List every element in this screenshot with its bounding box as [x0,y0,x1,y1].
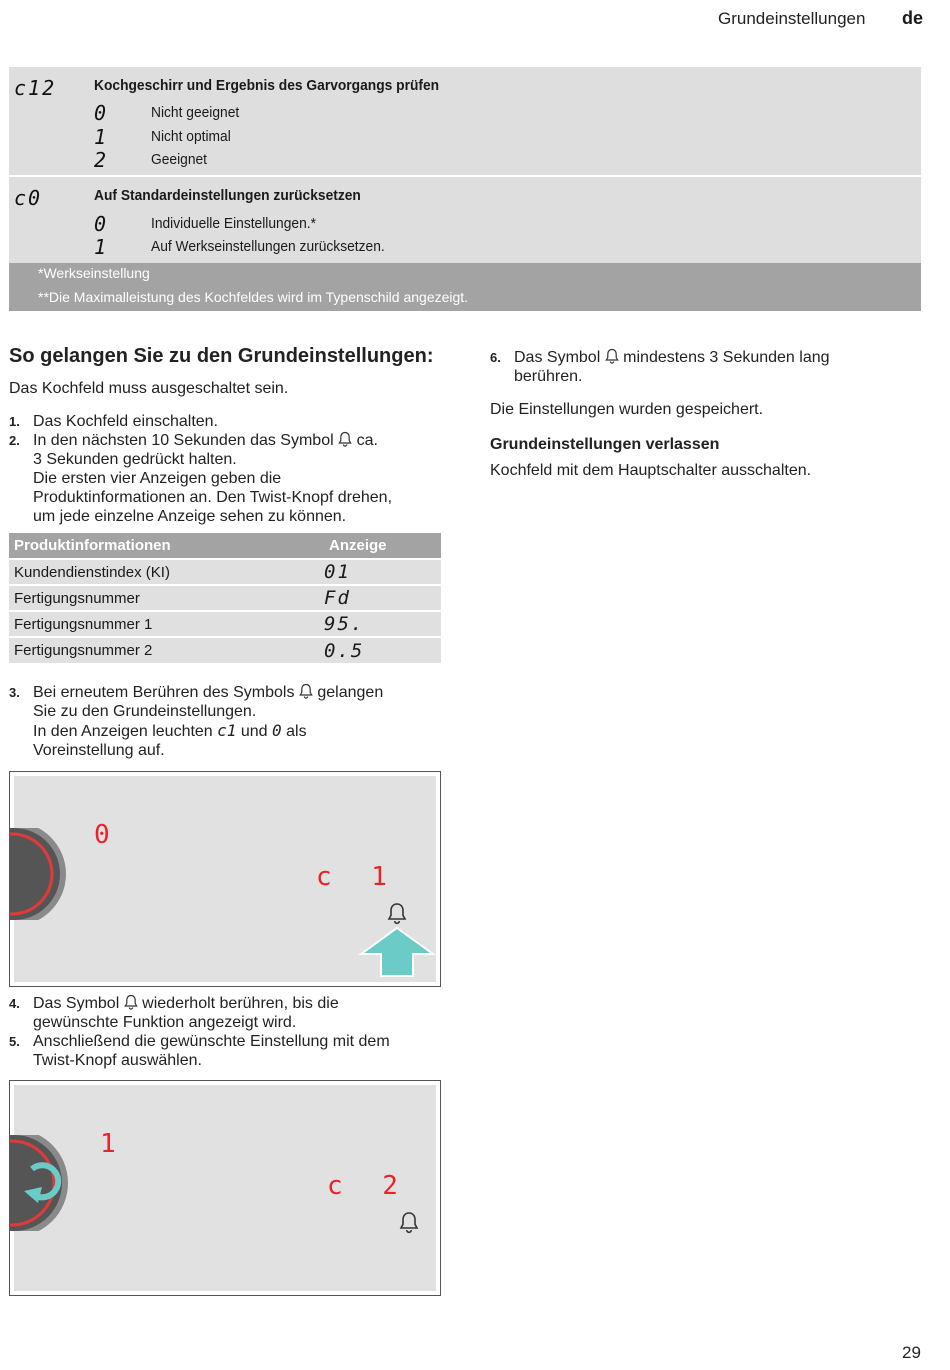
table-row [9,585,441,611]
cooktop-illustration-2 [9,1080,441,1296]
text: gewünschte Funktion angezeigt wird. [33,1014,297,1031]
text: wiederholt berühren, bis die [142,995,339,1012]
text: Anschließend die gewünschte Einstellung mit dem [33,1033,390,1050]
bell-icon [299,683,313,699]
exit-text: Kochfeld mit dem Hauptschalter ausschalten. [490,462,812,479]
step-1: Das Kochfeld einschalten. [33,413,218,430]
setting-display: c 2 [327,1171,410,1201]
cell: Kundendienstindex (KI) [9,559,324,585]
table-row [9,611,441,637]
header-language: de [902,8,924,28]
intro-text: Das Kochfeld muss ausgeschaltet sein. [9,380,289,397]
arrow-up-icon [357,926,437,978]
cell-display: 01 [324,559,441,585]
option-value: 1 [94,125,109,149]
table-row [9,637,441,663]
bell-icon [124,994,138,1010]
text: Das Symbol [33,995,120,1012]
setting-title: Auf Standardeinstellungen zurücksetzen [94,187,361,204]
step-4 [33,994,339,1032]
cell-display: 0.5 [324,637,441,663]
cell-display: Fd [324,585,441,611]
text: Voreinstellung auf. [33,742,165,759]
footnotes [9,263,921,311]
cell: Fertigungsnummer 1 [9,611,324,637]
text: gelangen [317,684,384,701]
header-title: Grundeinstellungen [718,9,866,28]
cell: Fertigungsnummer 2 [9,637,324,663]
text: Bei erneutem Berühren des Symbols [33,684,295,701]
step-6 [514,348,830,386]
step-number: 4. [9,996,20,1011]
page-number: 29 [902,1343,921,1362]
left-digit-display: 1 [100,1129,128,1159]
text: ca. [356,432,378,449]
left-digit-display: 0 [94,820,122,850]
text: und [240,723,268,740]
step-number: 1. [9,414,20,429]
step-number: 3. [9,685,20,700]
text: Produktinformationen an. Den Twist-Knopf drehen, [33,489,393,506]
text: mindestens 3 Sekunden lang [623,349,830,366]
setting-display: c 1 [316,862,399,892]
cell-display: 95. [324,611,441,637]
settings-table [9,67,921,311]
table-header-row [9,533,441,559]
bell-icon[interactable] [387,902,407,926]
footnote: **Die Maximalleistung des Kochfeldes wird im Typenschild angezeigt. [38,289,469,305]
text: berühren. [514,368,583,385]
setting-code: c0 [14,186,43,210]
setting-code: c12 [14,76,57,100]
option-value: 0 [94,212,109,236]
option-value: 1 [94,235,109,259]
bell-icon[interactable] [399,1211,419,1235]
option-text: Nicht geeignet [151,104,240,121]
column-header: Anzeige [324,533,441,559]
text: 3 Sekunden gedrückt halten. [33,451,237,468]
table-row [9,559,441,585]
step-number: 2. [9,433,20,448]
text: als [286,723,307,740]
step-number: 6. [490,350,501,365]
step-5 [33,1032,390,1070]
option-text: Individuelle Einstellungen.* [151,215,316,232]
option-text: Auf Werkseinstellungen zurücksetzen. [151,238,385,255]
option-text: Geeignet [151,151,208,168]
section-heading: So gelangen Sie zu den Grundeinstellungen: [9,345,434,367]
text: Sie zu den Grundeinstellungen. [33,703,257,720]
step-2 [33,431,392,526]
bell-icon [605,348,619,364]
product-info-table [9,533,441,663]
cell: Fertigungsnummer [9,585,324,611]
text: Twist-Knopf auswählen. [33,1052,202,1069]
display-code: 0 [272,721,282,740]
text: Die ersten vier Anzeigen geben die [33,470,282,487]
twist-knob-icon [10,828,74,920]
step-3 [33,683,383,760]
text: In den nächsten 10 Sekunden das Symbol [33,432,334,449]
twist-knob-rotate-icon [10,1135,78,1231]
option-value: 0 [94,101,109,125]
text: Das Symbol [514,349,601,366]
divider [9,175,921,177]
bell-icon [338,431,352,447]
text: um jede einzelne Anzeige sehen zu können. [33,508,347,525]
option-text: Nicht optimal [151,128,231,145]
text: In den Anzeigen leuchten [33,723,213,740]
footnote: *Werkseinstellung [38,265,150,281]
option-value: 2 [94,148,109,172]
step-number: 5. [9,1034,20,1049]
exit-heading: Grundeinstellungen verlassen [490,436,720,453]
saved-text: Die Einstellungen wurden gespeichert. [490,401,764,418]
column-header: Produktinformationen [9,533,324,559]
setting-title: Kochgeschirr und Ergebnis des Garvorgangs prüfen [94,77,440,94]
cooktop-illustration-1 [9,771,441,987]
display-code: c1 [217,721,237,740]
